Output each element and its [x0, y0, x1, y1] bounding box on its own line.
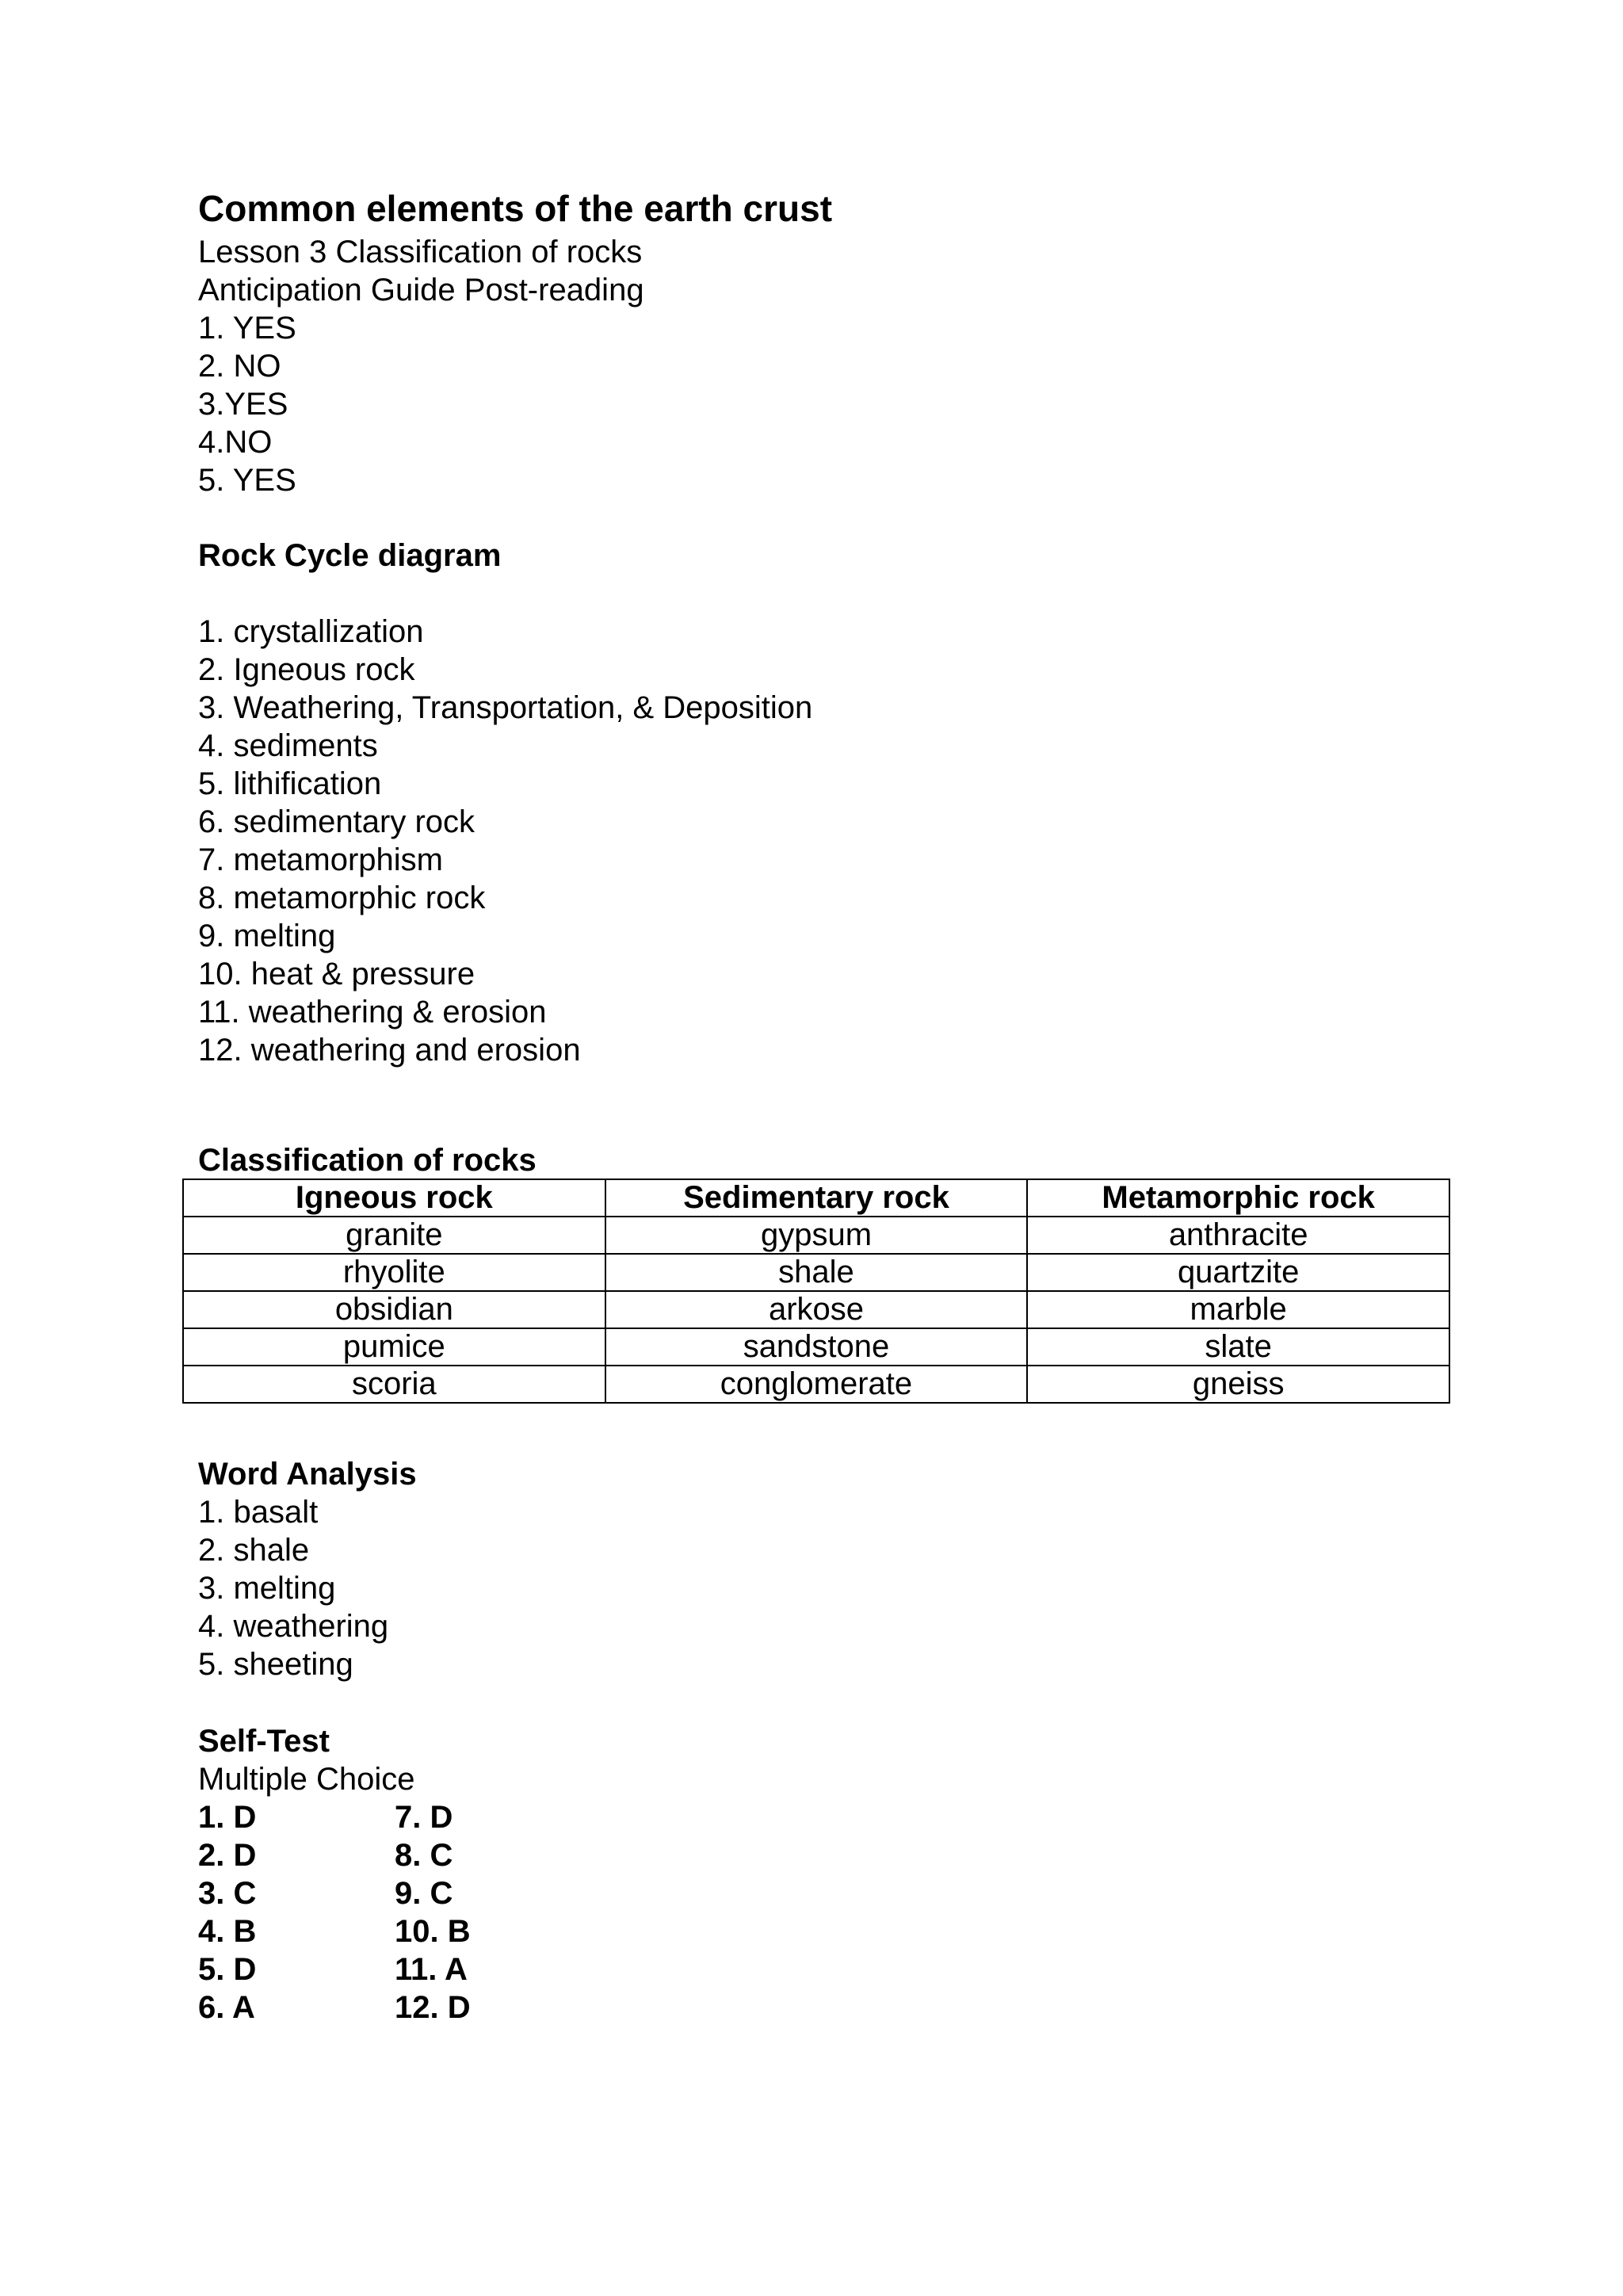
column-header: Sedimentary rock: [605, 1179, 1028, 1217]
answer-item: 3. C: [198, 1876, 257, 1911]
list-item: 7. metamorphism: [198, 842, 443, 877]
list-item: 2. Igneous rock: [198, 652, 415, 687]
multiple-choice-answers: [198, 1798, 471, 2027]
rock-cycle-section: [198, 537, 501, 575]
self-test-section: [198, 1722, 414, 1798]
answer-item: 8. C: [395, 1838, 453, 1873]
table-row: [183, 1254, 1449, 1291]
lesson-label: Lesson 3 Classification of rocks: [198, 235, 643, 269]
list-item: 4. sediments: [198, 728, 378, 763]
table-cell: gneiss: [1027, 1366, 1449, 1403]
table-cell: rhyolite: [183, 1254, 605, 1291]
list-item: 6. sedimentary rock: [198, 804, 475, 839]
table-cell: shale: [605, 1254, 1028, 1291]
list-item: 1. basalt: [198, 1495, 319, 1530]
answer-item: 5. D: [198, 1952, 257, 1987]
word-analysis-heading: Word Analysis: [198, 1457, 417, 1492]
column-header: Igneous rock: [183, 1179, 605, 1217]
table-cell: marble: [1027, 1291, 1449, 1328]
rock-cycle-list: [198, 613, 812, 1069]
answer-item: 9. C: [395, 1876, 453, 1911]
table-cell: anthracite: [1027, 1217, 1449, 1254]
list-item: 4. weathering: [198, 1609, 389, 1644]
guide-answer: 1. YES: [198, 311, 296, 346]
table-row: [183, 1366, 1449, 1403]
classification-table: [182, 1179, 1450, 1404]
self-test-subheading: Multiple Choice: [198, 1762, 415, 1797]
table-cell: conglomerate: [605, 1366, 1028, 1403]
answer-item: 12. D: [395, 1990, 471, 2025]
answer-row: [198, 1836, 471, 1874]
classification-section: [198, 1141, 537, 1179]
rock-cycle-heading: Rock Cycle diagram: [198, 538, 502, 573]
answer-item: 10. B: [395, 1914, 471, 1949]
answer-item: 7. D: [395, 1800, 453, 1835]
answer-row: [198, 1950, 471, 1988]
list-item: 1. crystallization: [198, 614, 424, 649]
list-item: 3. melting: [198, 1571, 336, 1606]
table-cell: granite: [183, 1217, 605, 1254]
list-item: 5. lithification: [198, 766, 382, 801]
table-cell: slate: [1027, 1328, 1449, 1366]
answer-row: [198, 1874, 471, 1912]
list-item: 10. heat & pressure: [198, 957, 475, 991]
guide-answer: 3.YES: [198, 387, 288, 422]
list-item: 9. melting: [198, 919, 336, 953]
list-item: 12. weathering and erosion: [198, 1033, 581, 1068]
table-header-row: [183, 1179, 1449, 1217]
word-analysis-section: [198, 1455, 417, 1683]
guide-answer: 2. NO: [198, 349, 281, 384]
anticipation-guide-section: [198, 233, 644, 499]
classification-heading: Classification of rocks: [198, 1143, 537, 1178]
answer-item: 1. D: [198, 1800, 257, 1835]
list-item: 11. weathering & erosion: [198, 995, 547, 1030]
answer-item: 2. D: [198, 1838, 257, 1873]
guide-answer: 4.NO: [198, 425, 273, 460]
table-row: [183, 1291, 1449, 1328]
table-cell: pumice: [183, 1328, 605, 1366]
table-cell: obsidian: [183, 1291, 605, 1328]
table-cell: arkose: [605, 1291, 1028, 1328]
guide-label: Anticipation Guide Post-reading: [198, 273, 644, 308]
self-test-heading: Self-Test: [198, 1724, 330, 1759]
answer-item: 4. B: [198, 1914, 257, 1949]
list-item: 8. metamorphic rock: [198, 881, 486, 915]
table-row: [183, 1217, 1449, 1254]
answer-item: 6. A: [198, 1990, 255, 2025]
answer-item: 11. A: [395, 1952, 468, 1987]
table-cell: gypsum: [605, 1217, 1028, 1254]
answer-row: [198, 1988, 471, 2027]
table-row: [183, 1328, 1449, 1366]
table-cell: sandstone: [605, 1328, 1028, 1366]
table-cell: scoria: [183, 1366, 605, 1403]
answer-row: [198, 1798, 471, 1836]
column-header: Metamorphic rock: [1027, 1179, 1449, 1217]
list-item: 3. Weathering, Transportation, & Deposition: [198, 690, 813, 725]
guide-answer: 5. YES: [198, 463, 296, 498]
list-item: 5. sheeting: [198, 1647, 353, 1682]
answer-row: [198, 1912, 471, 1950]
page-title: Common elements of the earth crust: [198, 188, 833, 229]
table-cell: quartzite: [1027, 1254, 1449, 1291]
list-item: 2. shale: [198, 1533, 310, 1568]
